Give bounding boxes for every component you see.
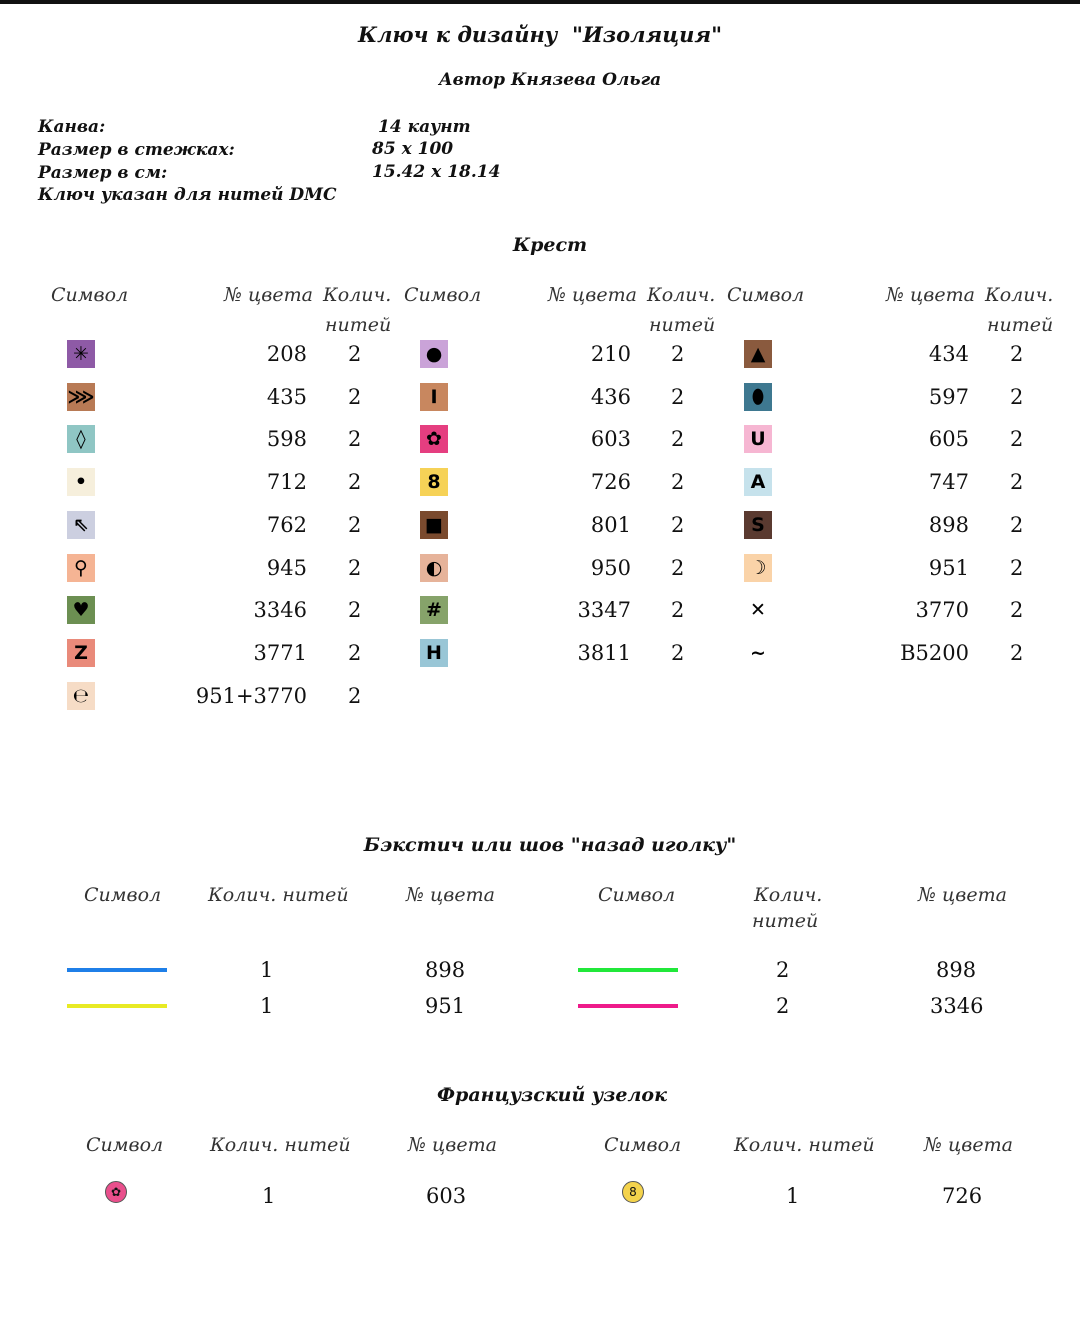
cross-color-number: 436 (590, 384, 631, 409)
cross-thread-count: 2 (348, 427, 362, 452)
backstitch-line-icon (578, 1004, 678, 1008)
cross-color-number: 951+3770 (195, 683, 307, 708)
cross-color-number: 597 (928, 384, 969, 409)
cross-color-number: 945 (266, 555, 307, 580)
cross-header-symbol-2: Символ (404, 284, 482, 306)
dmc-note: Ключ указан для нитей DMC (38, 185, 337, 205)
cross-color-number: 210 (590, 342, 631, 366)
cross-thread-count: 2 (348, 683, 362, 708)
knot-header-count-2: Колич. нитей (734, 1134, 875, 1156)
backstitch-header-count-2b: нитей (752, 910, 819, 932)
cross-color-number: 3346 (253, 598, 307, 623)
flower-icon: ✿ (420, 425, 448, 453)
cross-header-count-1b: нитей (325, 314, 392, 336)
eight-knot-icon (622, 1181, 644, 1203)
backstitch-header-symbol-2: Символ (598, 884, 676, 906)
square-icon: ■ (420, 511, 448, 539)
cross-thread-count: 2 (1010, 555, 1024, 580)
cross-color-number: 598 (266, 427, 307, 452)
backstitch-header-color-1: № цвета (406, 884, 495, 906)
cross-thread-count: 2 (348, 640, 362, 665)
cross-header-count-1: Колич. (323, 284, 392, 306)
knot-right-count: 1 (786, 1184, 800, 1208)
cross-color-number: 762 (266, 512, 307, 537)
number-8-icon: 8 (420, 468, 448, 496)
diamond-icon: ◊ (67, 425, 95, 453)
backstitch-section-title: Бэкстич или шов "назад иголку" (363, 834, 737, 856)
cross-thread-count: 2 (1010, 342, 1024, 366)
cross-thread-count: 2 (348, 512, 362, 537)
cross-color-number: 435 (266, 384, 307, 409)
cross-color-number: 434 (928, 342, 969, 366)
cross-color-number: 950 (590, 555, 631, 580)
knot-header-symbol-1: Символ (86, 1134, 164, 1156)
size-stitches-label: Размер в стежках: (38, 140, 235, 160)
cross-thread-count: 2 (671, 427, 685, 452)
triangle-icon: ▲ (744, 340, 772, 368)
backstitch-color-number: 898 (936, 958, 977, 982)
backstitch-color-number: 898 (425, 958, 466, 982)
i-beam-icon: Ι (420, 383, 448, 411)
cross-thread-count: 2 (671, 342, 685, 366)
cross-header-count-3b: нитей (987, 314, 1054, 336)
backstitch-line-icon (578, 968, 678, 972)
cross-color-number: 712 (266, 470, 307, 495)
backstitch-line-icon (67, 968, 167, 972)
heart-icon: ♥ (67, 596, 95, 624)
cross-color-number: 3347 (577, 598, 631, 623)
cross-thread-count: 2 (1010, 512, 1024, 537)
backstitch-thread-count: 2 (776, 958, 790, 982)
knot-left-glyph: ✿ (110, 1185, 122, 1199)
cross-thread-count: 2 (348, 598, 362, 623)
backstitch-color-number: 3346 (930, 994, 984, 1018)
backstitch-thread-count: 2 (776, 994, 790, 1018)
knot-right-color: 726 (942, 1184, 983, 1208)
three-lines-icon: ⋙ (67, 383, 95, 411)
cross-header-color-3: № цвета (886, 284, 975, 306)
size-cm-label: Размер в см: (38, 163, 168, 183)
page-title: Ключ к дизайну "Изоляция" (357, 22, 723, 47)
cross-thread-count: 2 (671, 384, 685, 409)
cross-color-number: 801 (590, 512, 631, 537)
cross-thread-count: 2 (348, 470, 362, 495)
cross-thread-count: 2 (1010, 427, 1024, 452)
cross-header-count-3: Колич. (985, 284, 1054, 306)
dot-icon: • (67, 468, 95, 496)
letter-u-icon: U (744, 425, 772, 453)
canvas-value: 14 каунт (378, 117, 471, 137)
knot-header-color-2: № цвета (924, 1134, 1013, 1156)
cross-section-title: Крест (512, 234, 588, 256)
cross-header-color-2: № цвета (548, 284, 637, 306)
cross-color-number: 605 (928, 427, 969, 452)
french-knot-section-title: Французский узелок (437, 1084, 667, 1106)
author: Автор Князева Ольга (438, 70, 662, 90)
knot-left-count: 1 (262, 1184, 276, 1208)
knot-header-symbol-2: Символ (604, 1134, 682, 1156)
backstitch-thread-count: 1 (260, 958, 274, 982)
hash-icon: # (420, 596, 448, 624)
knot-header-count-1: Колич. нитей (210, 1134, 351, 1156)
backstitch-header-color-2: № цвета (918, 884, 1007, 906)
cross-thread-count: 2 (1010, 640, 1024, 665)
top-border (0, 0, 1080, 4)
knot-left-color: 603 (426, 1184, 467, 1208)
letter-e-icon: ℮ (67, 682, 95, 710)
cross-color-number: B5200 (900, 640, 969, 665)
cross-thread-count: 2 (348, 342, 362, 366)
tilde-icon: ~ (744, 639, 772, 667)
cross-color-number: 603 (590, 427, 631, 452)
cross-color-number: 208 (266, 342, 307, 366)
crescent-icon: ☽ (744, 554, 772, 582)
cross-x-icon: ✕ (744, 596, 772, 624)
cross-header-count-2: Колич. (647, 284, 716, 306)
size-cm-value: 15.42 х 18.14 (372, 162, 501, 182)
arrow-icon: ⇖ (67, 511, 95, 539)
half-moon-icon: ◐ (420, 554, 448, 582)
cross-thread-count: 2 (1010, 384, 1024, 409)
cross-color-number: 3771 (253, 640, 307, 665)
letter-h-icon: H (420, 639, 448, 667)
cross-thread-count: 2 (348, 555, 362, 580)
backstitch-line-icon (67, 1004, 167, 1008)
cross-thread-count: 2 (671, 512, 685, 537)
letter-s-icon: S (744, 511, 772, 539)
cross-color-number: 747 (928, 470, 969, 495)
canvas-label: Канва: (38, 117, 106, 137)
size-stitches-value: 85 х 100 (372, 139, 454, 159)
cross-color-number: 898 (928, 512, 969, 537)
letter-z-icon: Z (67, 639, 95, 667)
knot-right-glyph: 8 (629, 1185, 637, 1199)
backstitch-header-symbol-1: Символ (84, 884, 162, 906)
cross-color-number: 3770 (915, 598, 969, 623)
cross-header-count-2b: нитей (649, 314, 716, 336)
cross-thread-count: 2 (671, 555, 685, 580)
backstitch-color-number: 951 (425, 994, 466, 1018)
circle-icon: ● (420, 340, 448, 368)
cross-color-number: 951 (928, 555, 969, 580)
cross-thread-count: 2 (1010, 470, 1024, 495)
backstitch-header-count-2: Колич. (754, 884, 823, 906)
cross-thread-count: 2 (671, 640, 685, 665)
cross-thread-count: 2 (671, 470, 685, 495)
cross-header-symbol-3: Символ (727, 284, 805, 306)
cross-header-symbol-1: Символ (51, 284, 129, 306)
flower-knot-icon (105, 1181, 127, 1203)
backstitch-header-count-1: Колич. нитей (208, 884, 349, 906)
backstitch-thread-count: 1 (260, 994, 274, 1018)
cross-color-number: 726 (590, 470, 631, 495)
cross-color-number: 3811 (577, 640, 631, 665)
cross-thread-count: 2 (1010, 598, 1024, 623)
cross-thread-count: 2 (348, 384, 362, 409)
knot-header-color-1: № цвета (408, 1134, 497, 1156)
pin-icon: ⚲ (67, 554, 95, 582)
cross-header-color-1: № цвета (224, 284, 313, 306)
capsule-icon: ⬮ (744, 383, 772, 411)
asterisk-icon: ✳ (67, 340, 95, 368)
letter-a-icon: A (744, 468, 772, 496)
cross-thread-count: 2 (671, 598, 685, 623)
